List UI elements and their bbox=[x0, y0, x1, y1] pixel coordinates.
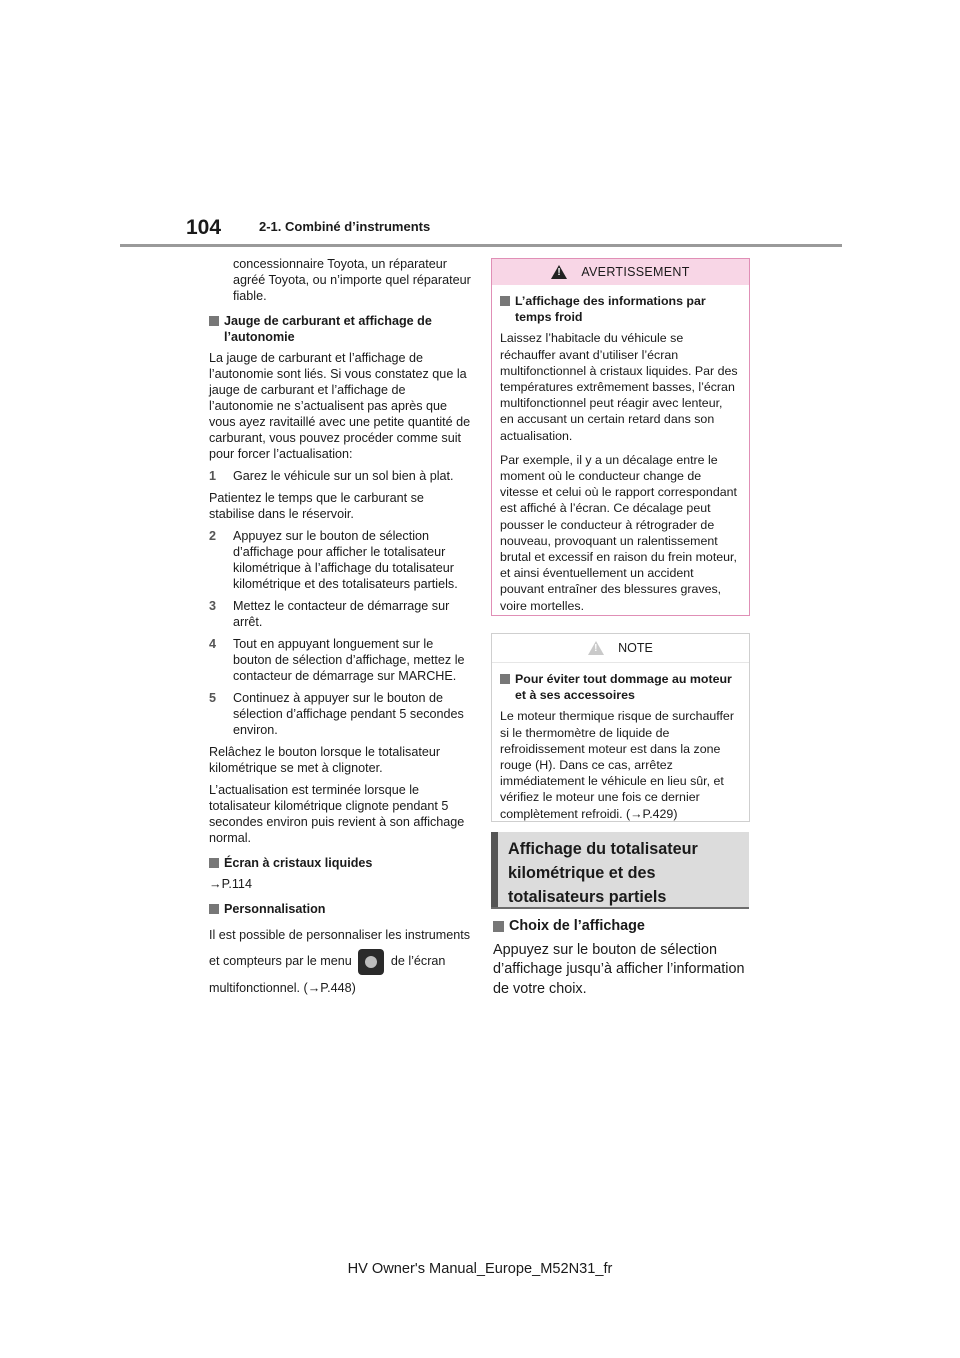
release-paragraph: Relâchez le bouton lorsque le totalisateur kilométrique se met à clignoter. bbox=[209, 745, 441, 775]
step-5 bbox=[209, 690, 471, 738]
intro-paragraph: concessionnaire Toyota, un réparateur agréé Toyota, ou n’importe quel réparateur fiable. bbox=[233, 257, 471, 303]
caution-triangle-icon bbox=[588, 641, 604, 655]
step-2 bbox=[209, 528, 471, 592]
step-text: Tout en appuyant longuement sur le bouton de sélection d’affichage, mettez le contacteur de démarrage sur MARCHE. bbox=[233, 637, 465, 683]
customization-text-a: Il est possible de personnaliser les instruments et compteurs par le menu bbox=[209, 928, 471, 968]
square-bullet-icon bbox=[500, 296, 510, 306]
warning-header bbox=[492, 259, 749, 285]
square-bullet-icon bbox=[209, 858, 219, 868]
footer: HV Owner's Manual_Europe_M52N31_fr bbox=[347, 1261, 613, 1277]
step-1 bbox=[209, 468, 471, 484]
step-text: Appuyez sur le bouton de sélection d’affichage pour afficher le totalisateur kilométrique à l’affichage du totalisateur kilométrique et des totalisateurs partiels. bbox=[233, 529, 458, 591]
square-bullet-icon bbox=[209, 904, 219, 914]
step-number: 4 bbox=[209, 637, 217, 651]
done-paragraph: L’actualisation est terminée lorsque le totalisateur kilométrique clignote pendant 5 secondes environ puis revient à son affichage normal. bbox=[209, 783, 465, 845]
note-paragraph: Le moteur thermique risque de surchauffer si le thermomètre de liquide de refroidissement moteur est dans la zone rouge (H). Dans ce cas, arrêtez immédiatement le véhicule en lieu sûr, et vérifiez le moteur une fois ce dernier complètement refroidi. (→P.429) bbox=[500, 709, 734, 821]
note-box bbox=[491, 633, 750, 822]
customization-text-b: de l’écran multifonctionnel. (→P.448) bbox=[209, 954, 446, 995]
step-text: Mettez le contacteur de démarrage sur arrêt. bbox=[233, 599, 450, 629]
display-choice-heading bbox=[493, 917, 755, 937]
section-heading: Affichage du totalisateur kilométrique et des totalisateurs partiels bbox=[491, 832, 749, 908]
section-title: 2-1. Combiné d’instruments bbox=[259, 219, 431, 234]
square-bullet-icon bbox=[500, 674, 510, 684]
section-heading-rule bbox=[491, 907, 749, 909]
customization-heading bbox=[209, 901, 471, 917]
warning-label: AVERTISSEMENT bbox=[581, 265, 690, 279]
settings-gear-icon bbox=[358, 949, 384, 975]
left-column bbox=[209, 256, 471, 1007]
step-number: 2 bbox=[209, 529, 217, 543]
lcd-page-reference[interactable]: →P.114 bbox=[209, 877, 252, 891]
page-number: 104 bbox=[186, 216, 222, 239]
right-column-text bbox=[493, 917, 755, 999]
customization-paragraph bbox=[209, 922, 471, 1001]
note-label: NOTE bbox=[618, 641, 653, 655]
customization-heading-text: Personnalisation bbox=[224, 902, 326, 916]
warning-box bbox=[491, 258, 750, 616]
warning-triangle-icon bbox=[551, 265, 567, 279]
lcd-heading-text: Écran à cristaux liquides bbox=[224, 856, 373, 870]
warning-paragraph-1: Laissez l’habitacle du véhicule se réchauffer avant d’utiliser l’écran multifonctionnel à cristaux liquides. Par des températures extrêmement basses, l’écran multifonctionnel peut réagir avec lenteur, en accusant un certain retard dans son actualisation. bbox=[500, 331, 738, 443]
note-title bbox=[500, 671, 739, 703]
lcd-heading bbox=[209, 855, 471, 871]
note-title-text: Pour éviter tout dommage au moteur et à ses accessoires bbox=[515, 672, 732, 703]
step-number: 1 bbox=[209, 469, 217, 483]
step-text: Continuez à appuyer sur le bouton de sélection d’affichage pendant 5 secondes environ. bbox=[233, 691, 464, 737]
fuel-paragraph: La jauge de carburant et l’affichage de l’autonomie sont liés. Si vous constatez que la jauge de carburant et l’affichage de l’autonomie ne s’actualisent pas après que vous ayez ravitaillé avec une petite quantité de carburant, vous pouvez procéder comme suit pour forcer l’actualisation: bbox=[209, 351, 471, 461]
display-choice-paragraph: Appuyez sur le bouton de sélection d’affichage jusqu’à afficher l’information de votre choix. bbox=[493, 941, 745, 997]
step-4 bbox=[209, 636, 471, 684]
note-header bbox=[492, 634, 749, 663]
warning-title-text: L’affichage des informations par temps froid bbox=[515, 294, 706, 325]
step-number: 5 bbox=[209, 691, 217, 705]
warning-paragraph-2: Par exemple, il y a un décalage entre le moment où le conducteur change de vitesse et celui où le rapport correspondant est affiché à l’écran. Ce décalage peut pousser le conducteur à rétrograder de nouveau, provoquant un ralentissement brutal et excessif en raison du frein moteur, et ainsi éventuellement un accident pouvant entraîner des blessures graves, voire mortelles. bbox=[500, 452, 737, 613]
wait-paragraph: Patientez le temps que le carburant se stabilise dans le réservoir. bbox=[209, 491, 424, 521]
square-bullet-icon bbox=[493, 921, 504, 932]
fuel-gauge-heading bbox=[209, 313, 471, 345]
square-bullet-icon bbox=[209, 316, 219, 326]
warning-title bbox=[500, 293, 739, 325]
fuel-gauge-heading-text: Jauge de carburant et affichage de l’autonomie bbox=[224, 314, 432, 344]
step-3 bbox=[209, 598, 471, 630]
step-text: Garez le véhicule sur un sol bien à plat. bbox=[233, 469, 454, 483]
header-rule bbox=[120, 244, 842, 247]
display-choice-heading-text: Choix de l’affichage bbox=[509, 918, 645, 934]
step-number: 3 bbox=[209, 599, 217, 613]
